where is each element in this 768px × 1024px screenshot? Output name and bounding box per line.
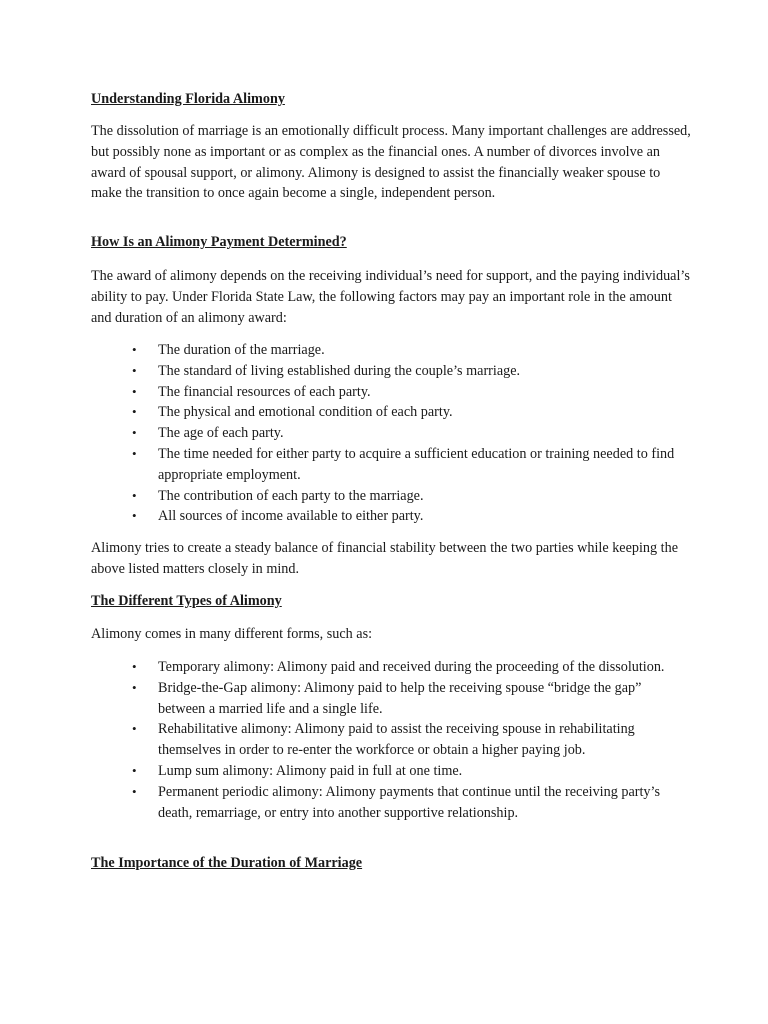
list-item: • Temporary alimony: Alimony paid and received during the proceeding of the dissolution. [91, 657, 691, 678]
list-item: • The financial resources of each party. [91, 382, 691, 403]
paragraph-intro: The dissolution of marriage is an emotionally difficult process. Many important challenges are addressed, but possibly none as important or as complex as the financial ones. A number of divorces involve an award of spousal support, or alimony. Alimony is designed to assist the financially weaker spouse to make the transition to once again become a single, independent person. [91, 123, 691, 202]
bullet-icon: • [132, 362, 137, 378]
list-item: • The age of each party. [91, 423, 691, 444]
bullet-icon: • [132, 404, 137, 420]
list-item: • The standard of living established during the couple’s marriage. [91, 361, 691, 382]
bullet-icon: • [132, 342, 137, 357]
list-item: • All sources of income available to either party. [91, 506, 691, 527]
heading-understanding-florida-alimony: Understanding Florida Alimony [91, 91, 285, 107]
bullet-icon: • [132, 383, 137, 399]
list-item: • The contribution of each party to the marriage. [91, 486, 691, 507]
heading-duration-of-marriage: The Importance of the Duration of Marriage [91, 855, 363, 871]
paragraph-award: The award of alimony depends on the receiving individual’s need for support, and the paying individual’s ability to pay. Under Florida State Law, the following factors may pay an important role in the amount and duration of an alimony award: [91, 268, 690, 326]
heading-different-types: The Different Types of Alimony [91, 593, 282, 609]
heading-how-determined: How Is an Alimony Payment Determined? [91, 234, 347, 250]
bullet-icon: • [132, 679, 137, 695]
list-item: • The physical and emotional condition of each party. [91, 402, 691, 423]
factors-list [91, 340, 691, 527]
list-item: • Lump sum alimony: Alimony paid in full at one time. [91, 761, 691, 782]
list-item: • Bridge-the-Gap alimony: Alimony paid to help the receiving spouse “bridge the gap” between a married life and a single life. [132, 679, 642, 717]
bullet-icon: • [132, 425, 137, 441]
bullet-icon: • [132, 659, 137, 674]
list-item: • Rehabilitative alimony: Alimony paid to assist the receiving spouse in rehabilitating themselves in order to re-enter the workforce or obtain a higher paying job. [132, 721, 635, 759]
bullet-icon: • [132, 783, 137, 799]
list-item: • The time needed for either party to acquire a sufficient education or training needed to find appropriate employment. [132, 445, 675, 483]
bullet-icon: • [132, 487, 137, 503]
bullet-icon: • [132, 721, 137, 737]
types-list [91, 657, 691, 823]
list-item: • The duration of the marriage. [91, 340, 691, 361]
paragraph-forms: Alimony comes in many different forms, such as: [91, 626, 373, 642]
bullet-icon: • [132, 445, 137, 461]
paragraph-balance: Alimony tries to create a steady balance of financial stability between the two parties while keeping the above listed matters closely in mind. [91, 540, 678, 577]
bullet-icon: • [132, 762, 137, 778]
list-item: • Permanent periodic alimony: Alimony payments that continue until the receiving party’s death, remarriage, or entry into another supportive relationship. [132, 783, 660, 821]
bullet-icon: • [132, 508, 137, 524]
